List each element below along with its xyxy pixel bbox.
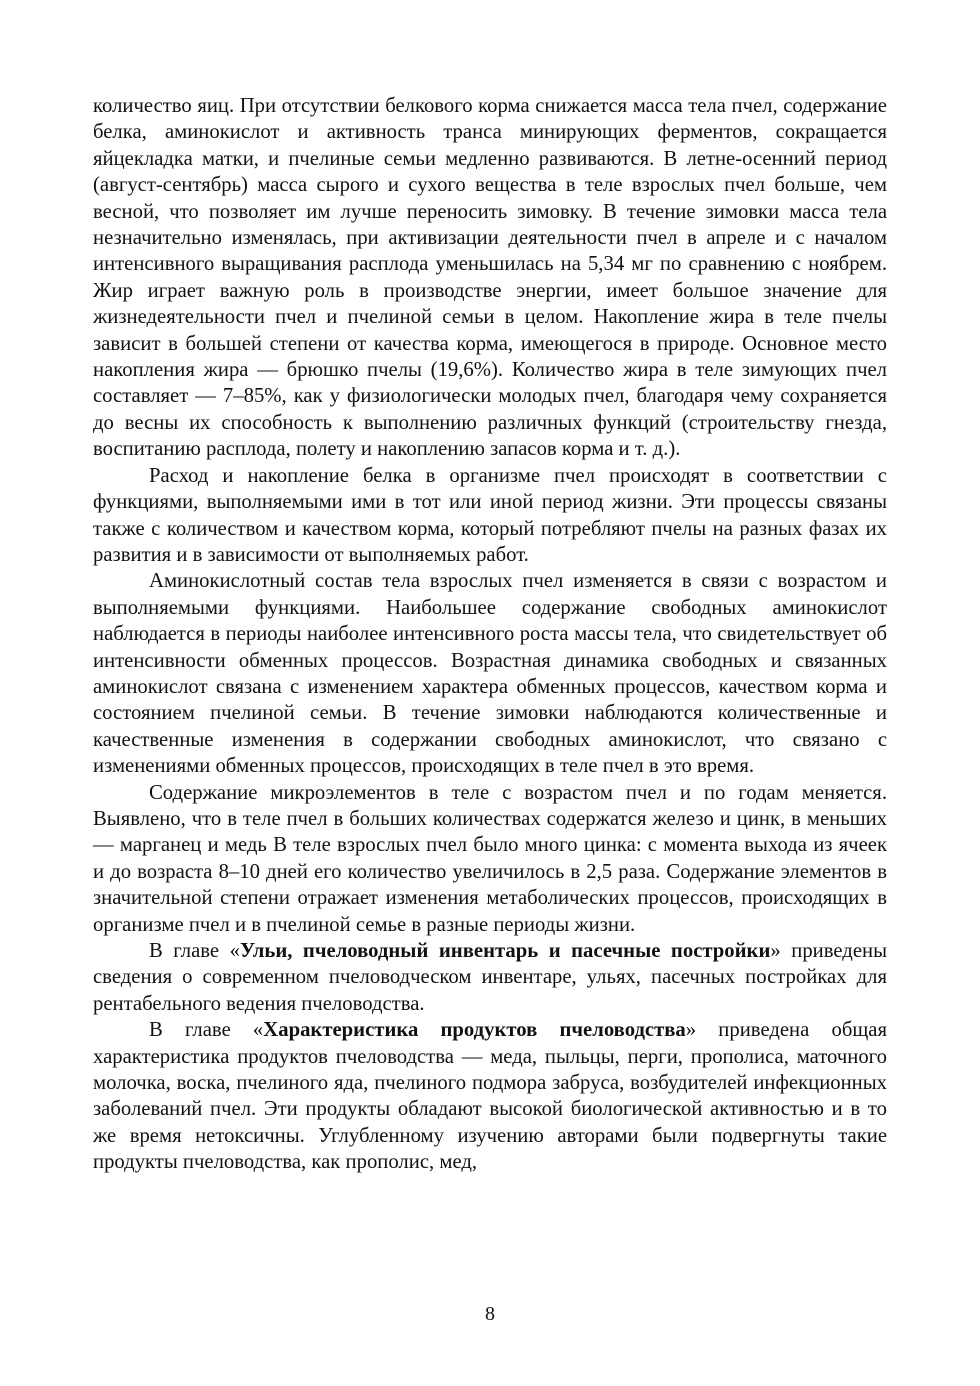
paragraph-amino-acids: Аминокислотный состав тела взрослых пчел изменяется в связи с возрастом и выполняемыми функциями. Наибольшее содержание свободных аминокислот наблюдается в периоды наиболее интенсивного роста массы тела, что свидетельствует об интенсивности обменных процессов. Возрастная динамика свободных и связанных аминокислот связана с изменением характера обменных процессов, качеством корма и состоянием пчелиной семьи. В течение зимовки наблюдаются количественные и качественные изменения в содержании свободных аминокислот, что связано с изменениями обменных процессов, происходящих в теле пчел в это время. (93, 570, 887, 778)
paragraph-protein: Расход и накопление белка в организме пчел происходят в соответствии с функциями, выполняемыми ими в тот или иной период жизни. Эти процессы связаны также с количеством и качеством корма, который потребляют пчелы на разных фазах их развития и в зависимости от выполняемых работ. (93, 464, 887, 566)
paragraph-eggs-and-fat: количество яиц. При отсутствии белкового корма снижается масса тела пчел, содержание белка, аминокислот и активность транса минирующих ферментов, сокращается яйцекладка матки, и пчелиные семьи медленно развиваются. В летне-осенний период (август-сентябрь) масса сырого и сухого вещества в теле взрослых пчел больше, чем весной, что позволяет им лучше переносить зимовку. В течение зимовки масса тела незначительно изменялась, при активизации деятельности пчел в апреле и с началом интенсивного выращивания расплода уменьшилась на 5,34 мг по сравнению с ноябрем. Жир играет важную роль в производстве энергии, имеет большое значение для жизнедеятельности пчел и пчелиной семьи в целом. Накопление жира в теле пчелы зависит в большей степени от качества корма, имеющегося в природе. Основное место накопления жира — брюшко пчелы (19,6%). Количество жира в теле зимующих пчел составляет — 7–85%, как у физиологически молодых пчел, благодаря чему сохраняется до весны их способность к выполнению различных функций (строительству гнезда, воспитанию расплода, полету и накоплению запасов корма и т. д.). (93, 95, 887, 461)
page-body (93, 93, 887, 1176)
chapter-description-text: » приведены сведения о современном пчеловодческом инвентаре, ульях, пасечных постройках для рентабельного ведения пчеловодства. (93, 940, 887, 1015)
paragraph-chapter-products (93, 1017, 887, 1175)
chapter-description-text: » приведена общая характеристика продуктов пчеловодства — меда, пыльцы, перги, прополиса, маточного молочка, воска, пчелиного яда, пчелиного подмора забруса, возбудителей инфекционных заболеваний пчел. Эти продукты обладают высокой биологической активностью и в то же время нетоксичны. Углубленному изучению авторами были подвергнуты такие продукты пчеловодства, как прополис, мед, (93, 1019, 887, 1174)
paragraph-chapter-hives (93, 938, 887, 1017)
paragraph-microelements: Содержание микроэлементов в теле с возрастом пчел и по годам меняется. Выявлено, что в теле пчел в больших количествах содержатся железо и цинк, в меньших — марганец и медь В теле взрослых пчел было много цинка: с момента выхода из ячеек и до возраста 8–10 дней его количество увеличилось в 2,5 раза. Содержание элементов в значительной степени отражает изменения метаболических процессов, происходящих в организме пчел и в пчелиной семье в разные периоды жизни. (93, 781, 887, 936)
page-number: 8 (485, 1303, 495, 1325)
chapter-intro-text: В главе « (149, 940, 240, 962)
chapter-intro-text: В главе « (149, 1019, 264, 1042)
chapter-title-products: Характеристика продуктов пчеловодства (263, 1019, 686, 1042)
chapter-title-hives: Ульи, пчеловодный инвентарь и пасечные постройки (239, 940, 771, 962)
